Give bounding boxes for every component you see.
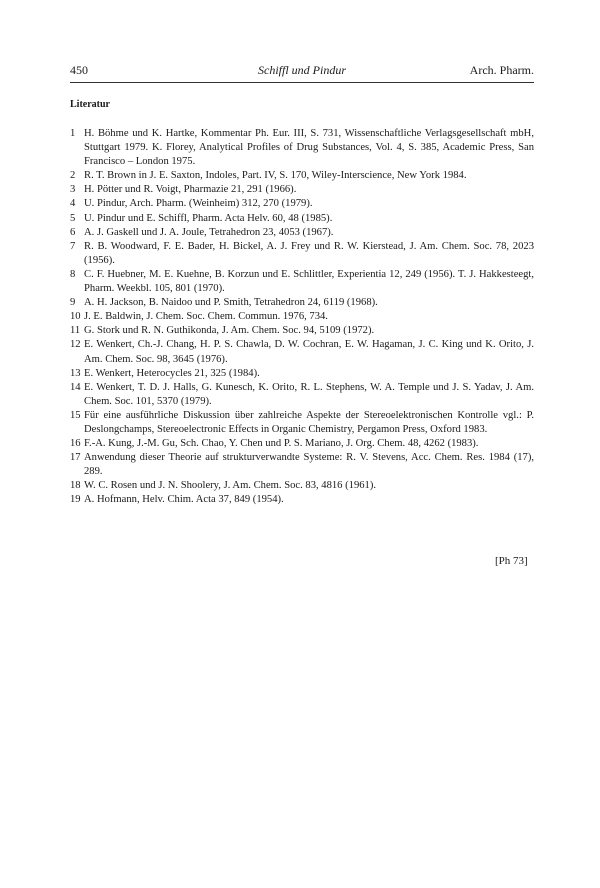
reference-list (70, 127, 534, 508)
reference-text: E. Wenkert, Ch.-J. Chang, H. P. S. Chawla, D. W. Cochran, E. W. Hagaman, J. C. King und K. Orito, J. Am. Chem. Soc. 98, 3645 (1976). (84, 339, 534, 365)
reference-item (70, 381, 534, 409)
reference-number: 5 (70, 212, 76, 224)
reference-item (70, 212, 534, 226)
reference-text: A. J. Gaskell und J. A. Joule, Tetrahedron 23, 4053 (1967). (84, 226, 334, 238)
reference-item (70, 169, 534, 183)
reference-text: A. Hofmann, Helv. Chim. Acta 37, 849 (1954). (84, 494, 284, 506)
reference-item (70, 296, 534, 310)
reference-number: 17 (70, 452, 81, 464)
reference-text: R. B. Woodward, F. E. Bader, H. Bickel, A. J. Frey und R. W. Kierstead, J. Am. Chem. Soc. 78, 2023 (1956). (84, 240, 534, 266)
reference-item (70, 226, 534, 240)
reference-text: W. C. Rosen und J. N. Shoolery, J. Am. Chem. Soc. 83, 4816 (1961). (84, 480, 377, 492)
reference-text: F.-A. Kung, J.-M. Gu, Sch. Chao, Y. Chen und P. S. Mariano, J. Org. Chem. 48, 4262 (1983). (84, 438, 479, 450)
reference-number: 1 (70, 128, 76, 139)
reference-number: 10 (70, 311, 81, 323)
reference-number: 3 (70, 184, 76, 196)
reference-number: 12 (70, 339, 81, 351)
reference-text: R. T. Brown in J. E. Saxton, Indoles, Part. IV, S. 170, Wiley-Interscience, New York 1984. (84, 170, 467, 182)
reference-number: 11 (70, 325, 81, 337)
reference-text: Anwendung dieser Theorie auf strukturverwandte Systeme: R. V. Stevens, Acc. Chem. Res. 1984 (17), 289. (84, 452, 534, 478)
reference-item (70, 451, 534, 479)
reference-item (70, 324, 534, 338)
reference-number: 2 (70, 170, 76, 182)
running-title: Schiffl und Pindur (258, 63, 346, 77)
journal-name: Arch. Pharm. (469, 63, 534, 77)
reference-text: H. Pötter und R. Voigt, Pharmazie 21, 291 (1966). (84, 184, 297, 196)
reference-text: U. Pindur und E. Schiffl, Pharm. Acta Helv. 60, 48 (1985). (84, 212, 333, 224)
reference-number: 7 (70, 240, 76, 252)
header-rule (70, 82, 534, 83)
reference-number: 19 (70, 494, 81, 506)
reference-text: J. E. Baldwin, J. Chem. Soc. Chem. Commun. 1976, 734. (84, 311, 328, 323)
reference-item (70, 240, 534, 268)
reference-number: 16 (70, 438, 81, 450)
reference-number: 13 (70, 367, 81, 379)
reference-number: 14 (70, 381, 81, 393)
reference-text: A. H. Jackson, B. Naidoo und P. Smith, Tetrahedron 24, 6119 (1968). (84, 297, 378, 309)
reference-number: 4 (70, 198, 76, 210)
reference-item (70, 183, 534, 197)
reference-item (70, 127, 534, 169)
reference-text: G. Stork und R. N. Guthikonda, J. Am. Chem. Soc. 94, 5109 (1972). (84, 325, 375, 337)
reference-text: C. F. Huebner, M. E. Kuehne, B. Korzun und E. Schlittler, Experientia 12, 249 (1956). T. J. Hakkesteegt, Pharm. Weekbl. 105, 801 (1970). (84, 268, 534, 295)
reference-item (70, 493, 534, 507)
reference-item (70, 437, 534, 451)
reference-number: 9 (70, 297, 76, 309)
page-number: 450 (70, 63, 88, 77)
reference-text: U. Pindur, Arch. Pharm. (Weinheim) 312, 270 (1979). (84, 198, 313, 210)
reference-item (70, 338, 534, 366)
reference-number: 8 (70, 268, 76, 280)
reference-item (70, 197, 534, 211)
reference-text: E. Wenkert, Heterocycles 21, 325 (1984). (84, 367, 260, 379)
reference-item (70, 268, 534, 296)
reference-text: E. Wenkert, T. D. J. Halls, G. Kunesch, K. Orito, R. L. Stephens, W. A. Temple und J. S. Yadav, J. Am. Chem. Soc. 101, 5370 (1979). (84, 381, 534, 407)
reference-text: Für eine ausführliche Diskussion über zahlreiche Aspekte der Stereoelektronischen Kontrolle vgl.: P. Deslongchamps, Stereoelectronic Effects in Organic Chemistry, Pergamon Press, Oxford 1983. (84, 409, 534, 435)
reference-item (70, 367, 534, 381)
reference-item (70, 409, 534, 437)
reference-text: H. Böhme und K. Hartke, Kommentar Ph. Eur. III, S. 731, Wissenschaftliche Verlagsgesellschaft mbH, Stuttgart 1979. K. Florey, Analytical Profiles of Drug Substances, Vol. 4, S. 385, Academic Press, San Francisco – London 1975. (84, 128, 534, 168)
reference-item (70, 479, 534, 493)
reference-number: 6 (70, 226, 76, 238)
reference-item (70, 310, 534, 324)
reference-number: 18 (70, 480, 81, 492)
reference-number: 15 (70, 409, 81, 421)
manuscript-tag: [Ph 73] (495, 555, 528, 567)
section-heading: Literatur (70, 99, 110, 110)
